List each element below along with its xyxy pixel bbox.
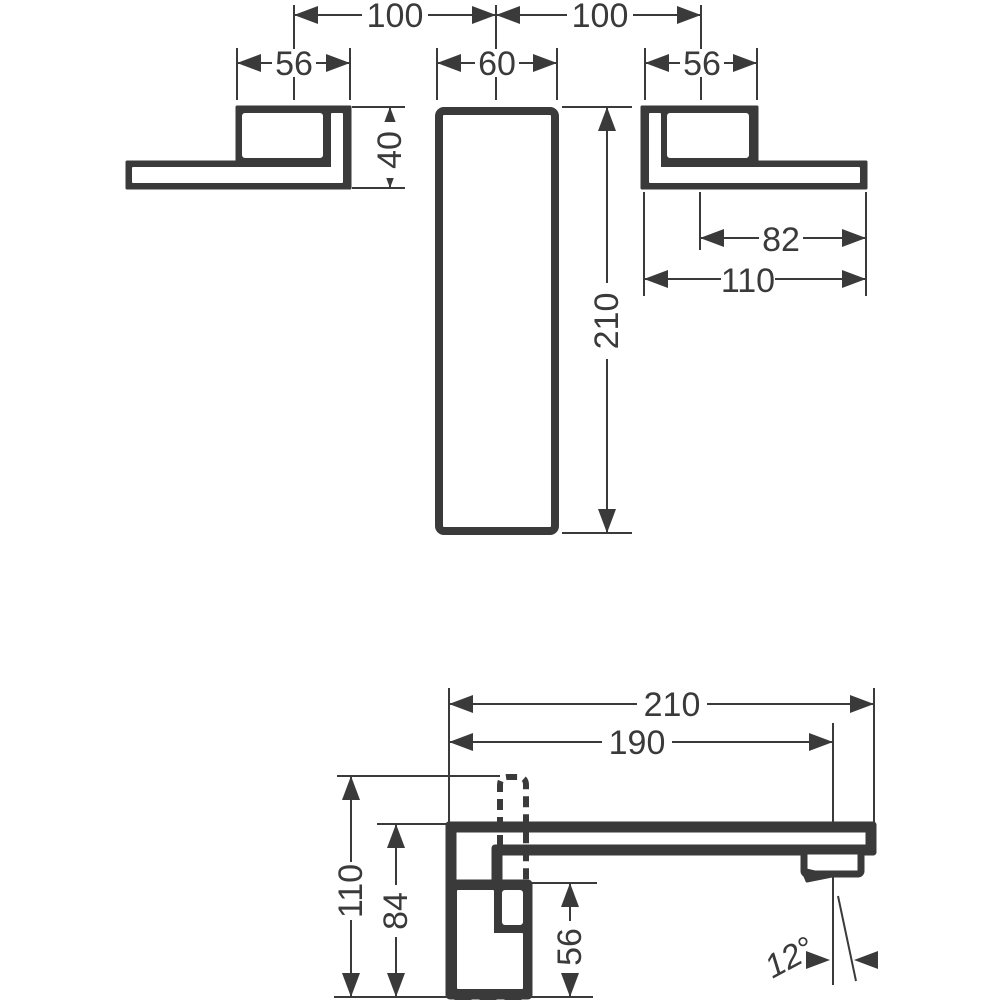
dimension-arrow bbox=[850, 695, 874, 713]
dimension-arrow bbox=[842, 229, 866, 247]
spout-front-outline bbox=[439, 111, 555, 531]
dimension-arrow bbox=[700, 229, 724, 247]
dimension-arrow bbox=[437, 54, 461, 72]
dimension-arrow bbox=[809, 733, 833, 751]
dim-label-handle-height: 40 bbox=[371, 131, 409, 169]
dimension-arrow bbox=[387, 973, 405, 997]
dimension-arrow bbox=[237, 54, 261, 72]
spout-bar-top-edge bbox=[447, 823, 875, 831]
dimension-arrow bbox=[533, 54, 557, 72]
dim-label-spray-angle: 12° bbox=[758, 928, 820, 986]
side-view bbox=[332, 686, 878, 1000]
dim-label-hole-spacing-left: 100 bbox=[366, 0, 424, 35]
dim-label-body-height: 56 bbox=[551, 928, 589, 966]
dim-label-spout-reach-total: 210 bbox=[643, 686, 701, 724]
spray-angle-arrow bbox=[854, 951, 878, 969]
right-handle-body-hole bbox=[668, 114, 748, 157]
dimension-arrow bbox=[326, 54, 350, 72]
dimension-arrow bbox=[449, 695, 473, 713]
dimension-arrow bbox=[294, 6, 318, 24]
dim-label-handle-reach-center: 82 bbox=[762, 221, 800, 259]
dimension-arrow bbox=[561, 973, 579, 997]
dimension-arrow bbox=[644, 270, 668, 288]
dimension-arrow bbox=[733, 54, 757, 72]
dim-label-right-handle-width: 56 bbox=[683, 45, 721, 83]
dimension-arrow bbox=[598, 509, 616, 533]
dim-label-spout-height: 210 bbox=[588, 292, 626, 350]
dim-label-handle-reach-total: 110 bbox=[720, 262, 776, 300]
body-cartridge-hole bbox=[503, 891, 522, 924]
dimension-arrow bbox=[645, 54, 669, 72]
spout-channel-step bbox=[493, 846, 501, 883]
dim-label-spout-width: 60 bbox=[478, 45, 516, 83]
dim-label-spout-reach-aerator: 190 bbox=[608, 724, 666, 762]
dimension-arrow bbox=[342, 973, 360, 997]
dimension-arrow bbox=[472, 6, 496, 24]
spray-angle-slanted-line bbox=[838, 896, 856, 981]
left-handle-body-hole bbox=[243, 114, 322, 157]
dim-label-overall-height: 110 bbox=[332, 863, 370, 919]
dimension-arrow bbox=[496, 6, 520, 24]
dimension-arrow bbox=[598, 107, 616, 131]
dimension-arrow bbox=[387, 824, 405, 848]
dim-label-hole-spacing-right: 100 bbox=[571, 0, 629, 35]
front-view bbox=[127, 0, 866, 533]
dimension-arrow bbox=[561, 883, 579, 907]
dimension-arrow bbox=[677, 6, 701, 24]
wall-edge bbox=[447, 823, 455, 885]
dimension-arrow bbox=[449, 733, 473, 751]
dimension-arrow bbox=[842, 270, 866, 288]
dim-label-spout-bar-height: 84 bbox=[377, 892, 415, 930]
dimension-arrow bbox=[342, 776, 360, 800]
dim-label-left-handle-width: 56 bbox=[275, 45, 313, 83]
